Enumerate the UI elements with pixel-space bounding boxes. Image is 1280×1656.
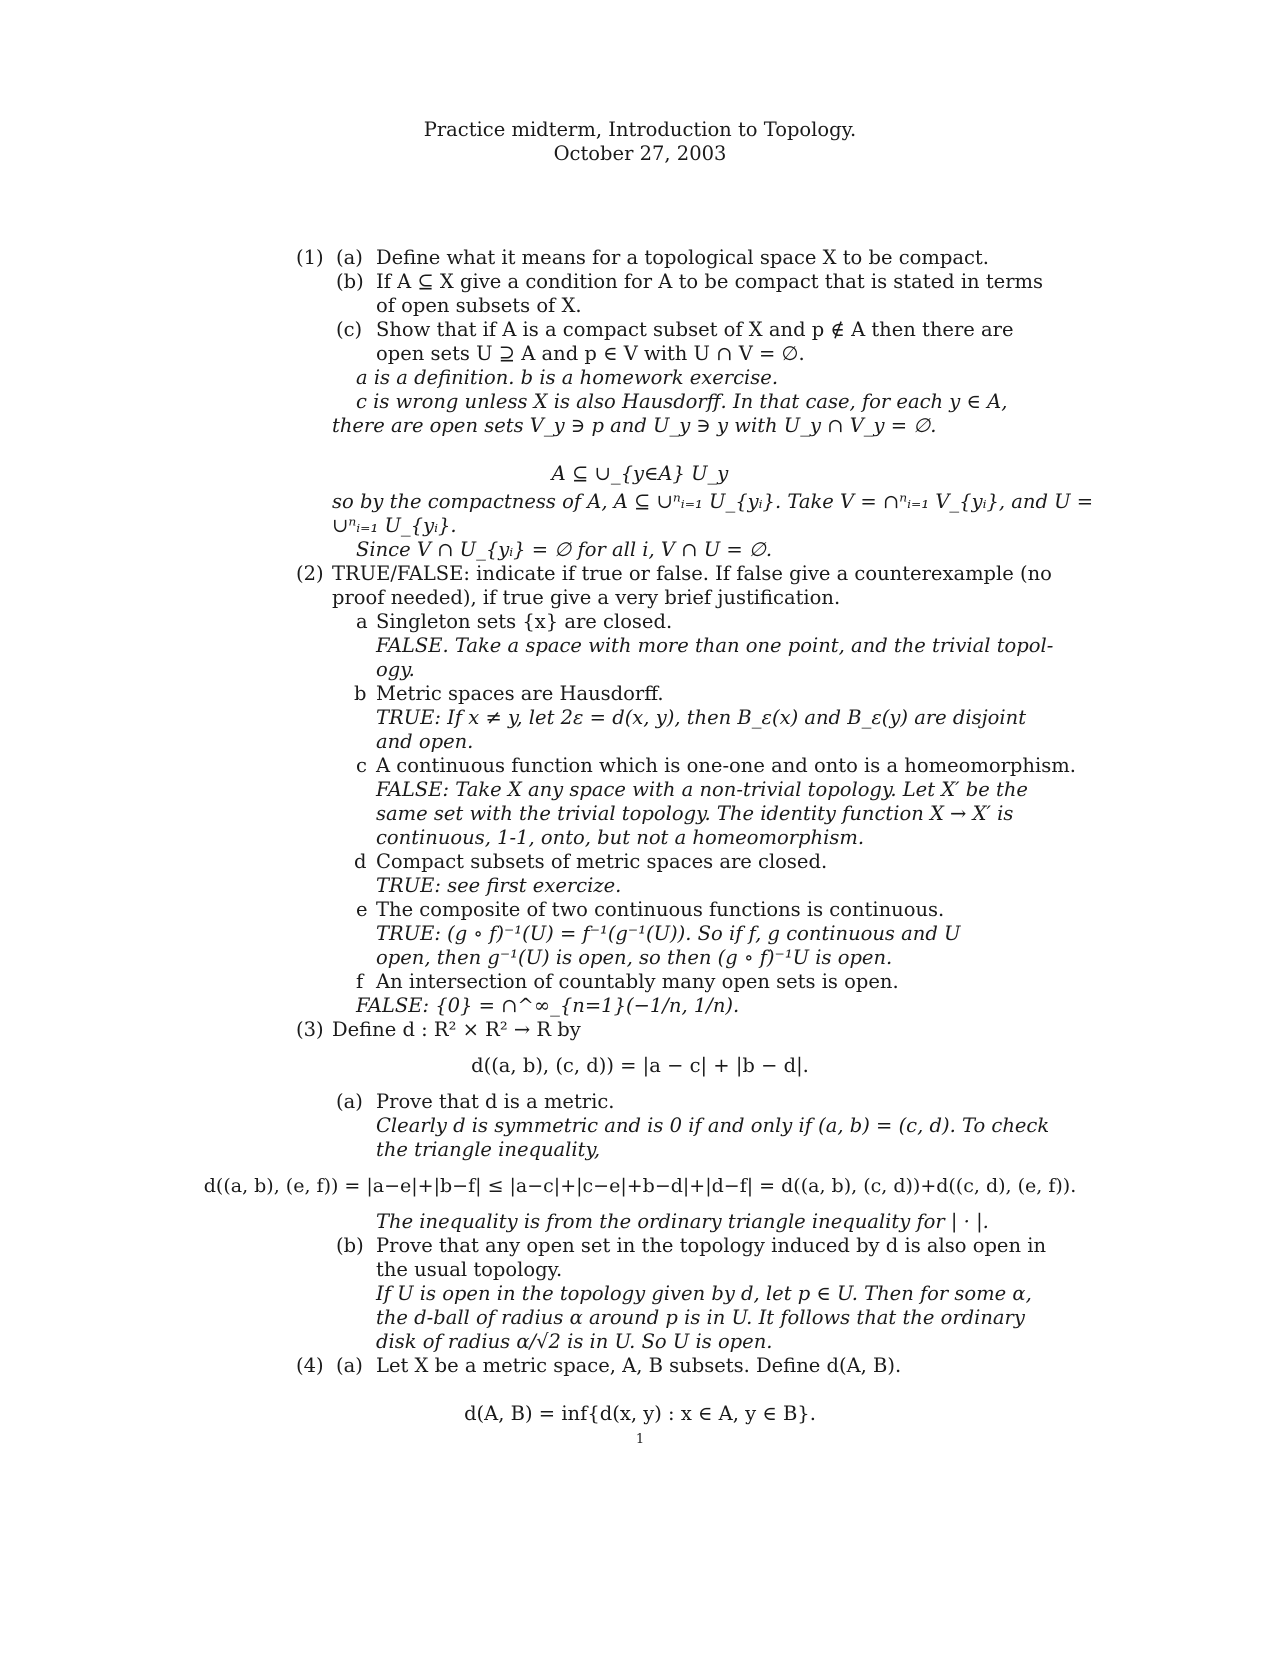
problem-1b-label: (b): [336, 270, 364, 293]
problem-1-answer-line: ∪ⁿᵢ₌₁ U_{yᵢ}.: [332, 514, 457, 537]
problem-3-text: Define d : R² × R² → R by: [332, 1018, 581, 1041]
problem-2d-text: Compact subsets of metric spaces are closed.: [376, 850, 828, 873]
problem-1-answer-line: there are open sets V_y ∋ p and U_y ∋ y with U_y ∩ V_y = ∅.: [332, 414, 937, 437]
problem-2c-answer: FALSE: Take X any space with a non-trivial topology. Let X′ be the: [376, 778, 1028, 801]
problem-1c-text-cont: open sets U ⊇ A and p ∈ V with U ∩ V = ∅.: [376, 342, 805, 365]
problem-3b-text: Prove that any open set in the topology induced by d is also open in: [376, 1234, 1047, 1257]
problem-2c-answer-cont: same set with the trivial topology. The identity function X → X′ is: [376, 802, 1014, 825]
problem-1-equation: A ⊆ ∪_{y∈A} U_y: [551, 462, 729, 485]
problem-3b-answer-cont: the d-ball of radius α around p is in U. It follows that the ordinary: [376, 1306, 1025, 1329]
problem-3b-answer-cont: disk of radius α/√2 is in U. So U is open.: [376, 1330, 773, 1353]
problem-2f-label: f: [356, 970, 364, 993]
problem-2b-answer: TRUE: If x ≠ y, let 2ε = d(x, y), then B_ε(x) and B_ε(y) are disjoint: [376, 706, 1027, 729]
problem-2d-answer: TRUE: see first exercize.: [376, 874, 622, 897]
problem-3a-equation: d((a, b), (e, f)) = |a−e|+|b−f| ≤ |a−c|+|c−e|+b−d|+|d−f| = d((a, b), (c, d))+d((c, d), (e, f)).: [203, 1175, 1077, 1197]
problem-2f-answer: FALSE: {0} = ∩^∞_{n=1}(−1/n, 1/n).: [356, 994, 740, 1017]
problem-4-number: (4): [296, 1354, 324, 1377]
problem-1-answer-line: Since V ∩ U_{yᵢ} = ∅ for all i, V ∩ U = ∅.: [356, 538, 773, 561]
problem-2d-label: d: [354, 850, 367, 873]
problem-3a-text: Prove that d is a metric.: [376, 1090, 615, 1113]
problem-2a-answer: FALSE. Take a space with more than one point, and the trivial topol-: [376, 634, 1054, 657]
problem-2a-label: a: [356, 610, 368, 633]
problem-1-answer-line: so by the compactness of A, A ⊆ ∪ⁿᵢ₌₁ U_{yᵢ}. Take V = ∩ⁿᵢ₌₁ V_{yᵢ}, and U =: [332, 490, 1094, 513]
problem-1a-label: (a): [336, 246, 363, 269]
page-number: 1: [635, 1432, 645, 1447]
problem-2f-text: An intersection of countably many open sets is open.: [376, 970, 899, 993]
problem-3a-answer: Clearly d is symmetric and is 0 if and only if (a, b) = (c, d). To check: [376, 1114, 1050, 1137]
problem-3b-text-cont: the usual topology.: [376, 1258, 563, 1281]
problem-2b-label: b: [354, 682, 367, 705]
problem-1-answer-line: a is a definition. b is a homework exercise.: [356, 366, 779, 389]
problem-2c-answer-cont: continuous, 1-1, onto, but not a homeomorphism.: [376, 826, 865, 849]
problem-1-answer-line: c is wrong unless X is also Hausdorff. In that case, for each y ∈ A,: [356, 390, 1008, 413]
problem-1a-text: Define what it means for a topological space X to be compact.: [376, 246, 989, 269]
problem-2e-answer-cont: open, then g⁻¹(U) is open, so then (g ∘ f)⁻¹U is open.: [376, 946, 893, 969]
problem-3b-label: (b): [336, 1234, 364, 1257]
problem-3-equation: d((a, b), (c, d)) = |a − c| + |b − d|.: [471, 1054, 809, 1077]
problem-2a-answer-cont: ogy.: [376, 658, 415, 681]
problem-2b-answer-cont: and open.: [376, 730, 474, 753]
problem-2c-label: c: [356, 754, 367, 777]
problem-2-text: TRUE/FALSE: indicate if true or false. If false give a counterexample (no: [332, 562, 1052, 585]
problem-1-number: (1): [296, 246, 324, 269]
problem-4a-label: (a): [336, 1354, 363, 1377]
problem-2-text-cont: proof needed), if true give a very brief justification.: [332, 586, 841, 609]
problem-1c-text: Show that if A is a compact subset of X and p ∉ A then there are: [376, 318, 1014, 341]
problem-2e-label: e: [356, 898, 368, 921]
problem-3a-label: (a): [336, 1090, 363, 1113]
problem-3a-answer-cont: the triangle inequality,: [376, 1138, 601, 1161]
problem-1b-text-cont: of open subsets of X.: [376, 294, 582, 317]
problem-2c-text: A continuous function which is one-one and onto is a homeomorphism.: [376, 754, 1076, 777]
problem-2e-answer: TRUE: (g ∘ f)⁻¹(U) = f⁻¹(g⁻¹(U)). So if f, g continuous and U: [376, 922, 961, 945]
document-title: Practice midterm, Introduction to Topology.: [423, 118, 857, 141]
problem-2b-text: Metric spaces are Hausdorff.: [376, 682, 664, 705]
problem-2e-text: The composite of two continuous functions is continuous.: [376, 898, 945, 921]
problem-1b-text: If A ⊆ X give a condition for A to be compact that is stated in terms: [376, 270, 1044, 293]
problem-3a-answer-cont: The inequality is from the ordinary triangle inequality for | · |.: [376, 1210, 989, 1233]
problem-1c-label: (c): [336, 318, 363, 341]
problem-3b-answer: If U is open in the topology given by d, let p ∈ U. Then for some α,: [376, 1282, 1032, 1305]
problem-2a-text: Singleton sets {x} are closed.: [376, 610, 673, 633]
problem-2-number: (2): [296, 562, 324, 585]
document-date: October 27, 2003: [553, 142, 727, 165]
problem-3-number: (3): [296, 1018, 324, 1041]
problem-4-equation: d(A, B) = inf{d(x, y) : x ∈ A, y ∈ B}.: [464, 1402, 816, 1425]
problem-4a-text: Let X be a metric space, A, B subsets. Define d(A, B).: [376, 1354, 902, 1377]
